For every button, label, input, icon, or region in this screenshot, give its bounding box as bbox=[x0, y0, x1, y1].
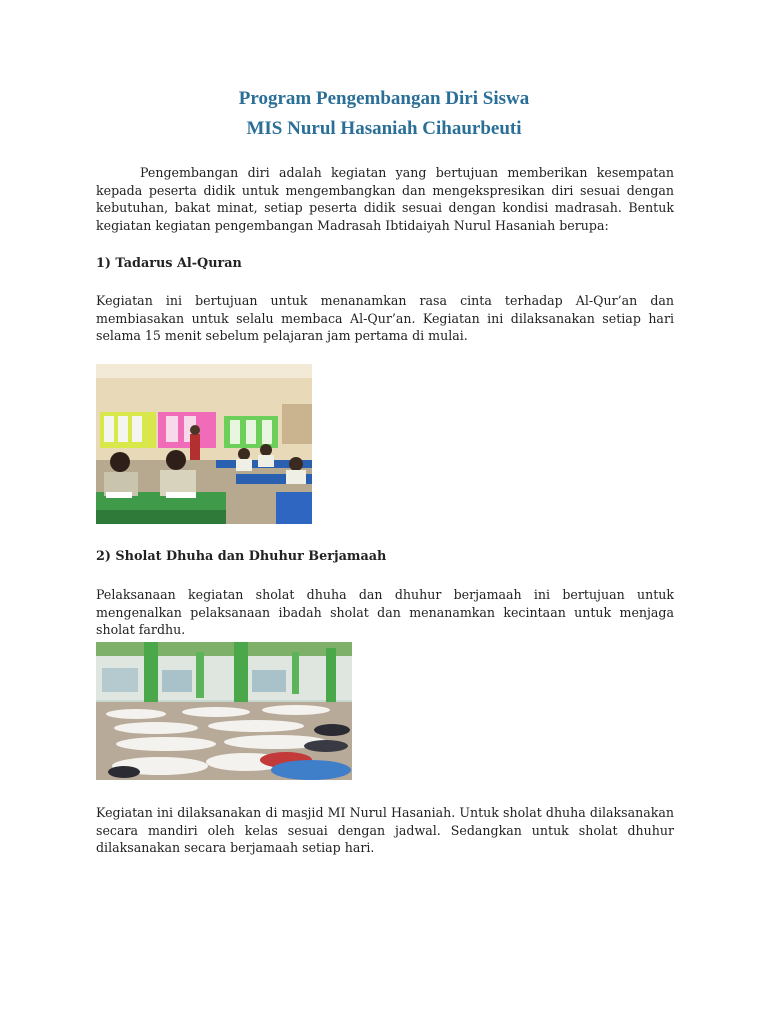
document-title: Program Pengembangan Diri Siswa bbox=[238, 88, 530, 109]
section-heading-tadarus: 1) Tadarus Al-Quran bbox=[96, 256, 242, 271]
sholat-paragraph-2: Kegiatan ini dilaksanakan di masjid MI Nurul Hasaniah. Untuk sholat dhuha dilaksanakan secara mandiri oleh kelas sesuai dengan jadwal. Sedangkan untuk sholat dhuhur dilaksanakan secara berjamaah setiap hari. bbox=[96, 805, 674, 855]
classroom-photo bbox=[96, 364, 312, 524]
sholat-paragraph-1: Pelaksanaan kegiatan sholat dhuha dan dhuhur berjamaah ini bertujuan untuk mengenalkan pelaksanaan ibadah sholat dan menanamkan kecintaan untuk menjaga sholat fardhu. bbox=[96, 587, 674, 637]
document-subtitle: MIS Nurul Hasaniah Cihaurbeuti bbox=[246, 118, 522, 139]
section-heading-sholat: 2) Sholat Dhuha dan Dhuhur Berjamaah bbox=[96, 549, 387, 564]
tadarus-paragraph: Kegiatan ini bertujuan untuk menanamkan rasa cinta terhadap Al-Qur’an dan membiasakan untuk selalu membaca Al-Qur’an. Kegiatan ini dilaksanakan setiap hari selama 15 menit sebelum pelajaran jam pertama di mulai. bbox=[96, 293, 674, 343]
prayer-hall-photo bbox=[96, 642, 352, 780]
intro-paragraph: Pengembangan diri adalah kegiatan yang bertujuan memberikan kesempatan kepada peserta didik untuk mengembangkan dan mengekspresikan diri sesuai dengan kebutuhan, bakat minat, setiap peserta didik sesuai dengan kondisi madrasah. Bentuk kegiatan kegiatan pengembangan Madrasah Ibtidaiyah Nurul Hasaniah berupa: bbox=[96, 165, 674, 233]
